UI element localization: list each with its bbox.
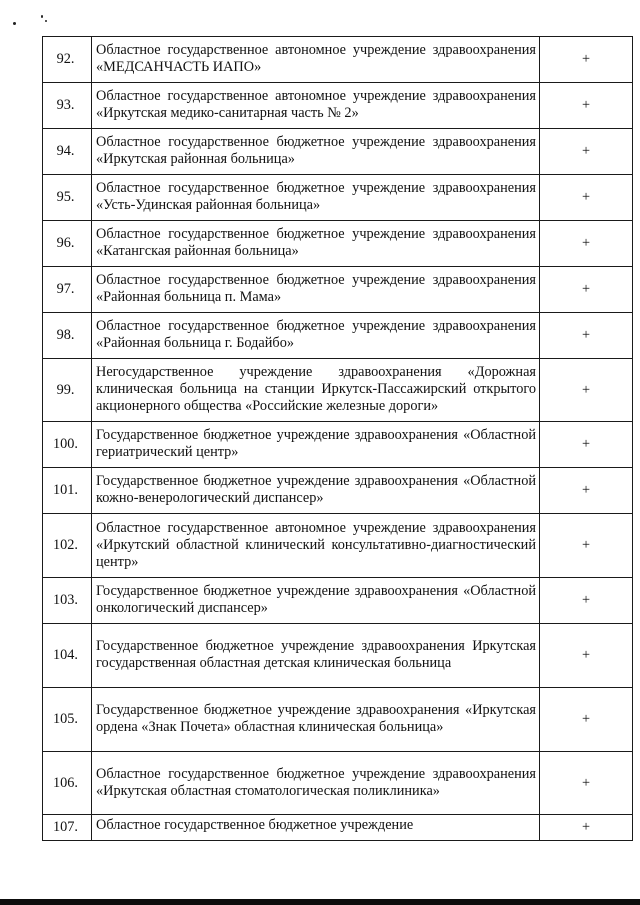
institution-name: Государственное бюджетное учреждение здравоохранения «Областной кожно-венерологический диспансер» [92,468,540,514]
row-number: 103. [43,578,92,624]
row-mark: + [540,359,633,422]
row-number: 93. [43,83,92,129]
table-row [43,468,633,514]
table-row [43,688,633,752]
institution-name: Негосударственное учреждение здравоохранения «Дорожная клиническая больница на станции Иркутск-Пассажирский открытого акционерного общества «Российские железные дороги» [92,359,540,422]
row-mark: + [540,422,633,468]
row-number: 96. [43,221,92,267]
row-number: 99. [43,359,92,422]
institution-name: Государственное бюджетное учреждение здравоохранения «Областной онкологический диспансер» [92,578,540,624]
row-number: 104. [43,624,92,688]
row-number: 92. [43,37,92,83]
row-mark: + [540,313,633,359]
row-mark: + [540,514,633,578]
institution-name: Государственное бюджетное учреждение здравоохранения «Областной гериатрический центр» [92,422,540,468]
row-number: 102. [43,514,92,578]
table-row [43,624,633,688]
row-number: 95. [43,175,92,221]
row-mark: + [540,578,633,624]
table-row [43,313,633,359]
row-mark: + [540,37,633,83]
table-row [43,37,633,83]
table-row [43,752,633,815]
row-number: 100. [43,422,92,468]
table-row [43,83,633,129]
row-mark: + [540,752,633,815]
row-number: 101. [43,468,92,514]
row-number: 105. [43,688,92,752]
table-row [43,267,633,313]
scan-speck [41,15,43,18]
row-mark: + [540,815,633,841]
institution-name: Областное государственное бюджетное учреждение [92,815,540,841]
row-mark: + [540,129,633,175]
table-row [43,221,633,267]
scan-speck [45,20,47,22]
table-row [43,815,633,841]
institution-name: Областное государственное автономное учреждение здравоохранения «Иркутская медико-санитарная часть № 2» [92,83,540,129]
row-mark: + [540,468,633,514]
institution-name: Государственное бюджетное учреждение здравоохранения «Иркутская ордена «Знак Почета» областная клиническая больница» [92,688,540,752]
scan-speck [13,22,16,25]
institution-name: Областное государственное автономное учреждение здравоохранения «МЕДСАНЧАСТЬ ИАПО» [92,37,540,83]
row-number: 98. [43,313,92,359]
row-mark: + [540,221,633,267]
table-row [43,175,633,221]
row-mark: + [540,267,633,313]
row-number: 106. [43,752,92,815]
institution-name: Областное государственное бюджетное учреждение здравоохранения «Районная больница г. Бодайбо» [92,313,540,359]
institution-name: Областное государственное автономное учреждение здравоохранения «Иркутский областной клинический консультативно-диагностический центр» [92,514,540,578]
institutions-table [42,36,633,841]
row-mark: + [540,175,633,221]
institution-name: Областное государственное бюджетное учреждение здравоохранения «Иркутская областная стоматологическая поликлиника» [92,752,540,815]
row-number: 97. [43,267,92,313]
institution-name: Областное государственное бюджетное учреждение здравоохранения «Катангская районная больница» [92,221,540,267]
table-row [43,578,633,624]
row-mark: + [540,83,633,129]
table-row [43,359,633,422]
institution-name: Областное государственное бюджетное учреждение здравоохранения «Иркутская районная больница» [92,129,540,175]
row-number: 94. [43,129,92,175]
row-mark: + [540,688,633,752]
table-row [43,129,633,175]
table-row [43,514,633,578]
scan-bottom-edge [0,899,640,905]
row-number: 107. [43,815,92,841]
institution-name: Областное государственное бюджетное учреждение здравоохранения «Районная больница п. Мама» [92,267,540,313]
row-mark: + [540,624,633,688]
table-row [43,422,633,468]
institution-name: Областное государственное бюджетное учреждение здравоохранения «Усть-Удинская районная больница» [92,175,540,221]
institution-name: Государственное бюджетное учреждение здравоохранения Иркутская государственная областная детская клиническая больница [92,624,540,688]
